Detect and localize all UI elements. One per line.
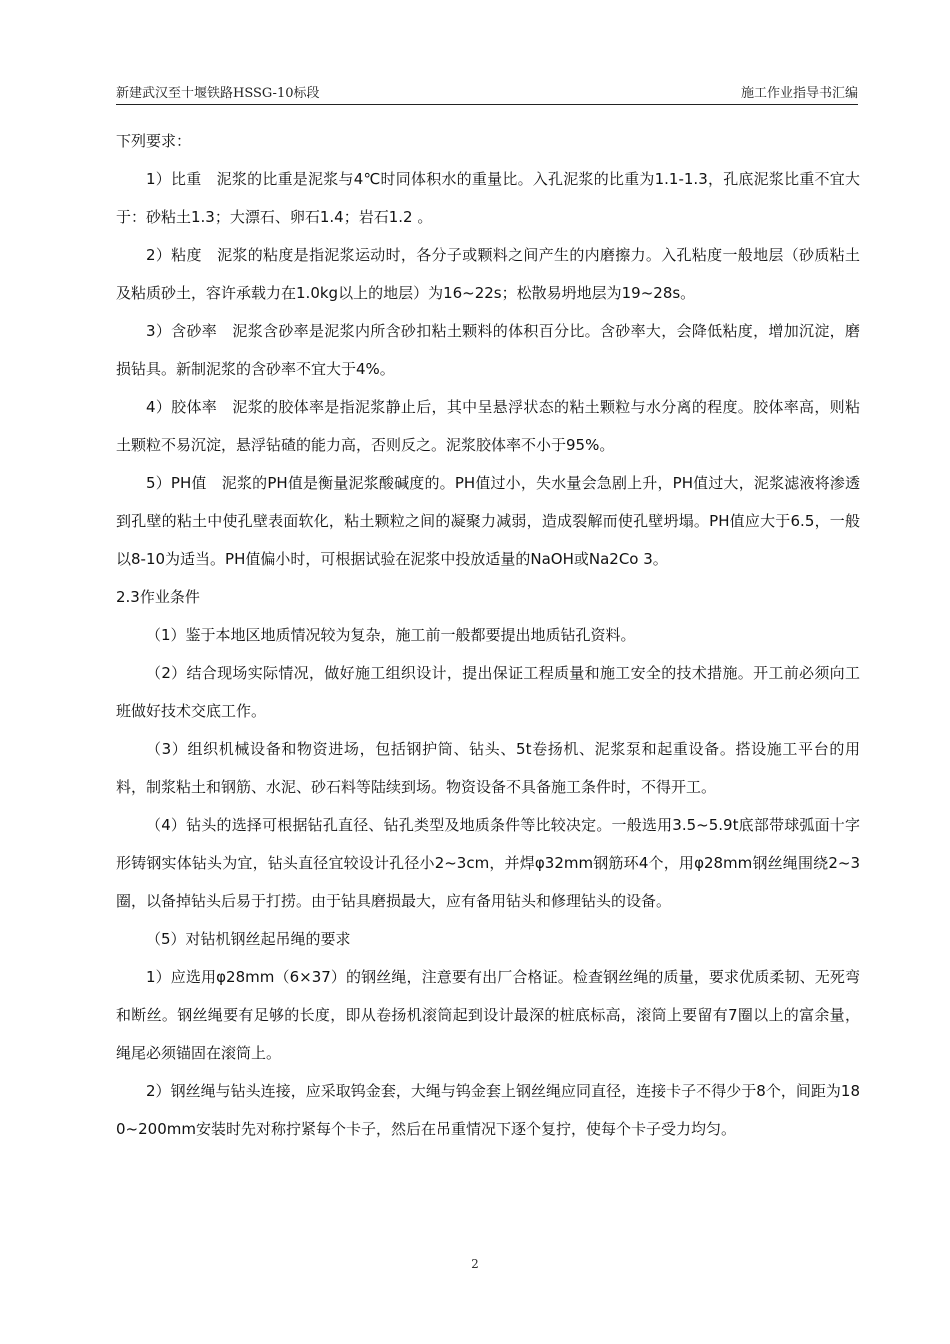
paragraph-specific-gravity: 1）比重 泥浆的比重是泥浆与4℃时同体积水的重量比。入孔泥浆的比重为1.1-1.3，孔底泥浆比重不宜大于：砂粘土1.3；大漂石、卵石1.4；岩石1.2 。 xyxy=(116,170,860,226)
header-document-title: 施工作业指导书汇编 xyxy=(740,86,858,101)
paragraph-sand-content: 3）含砂率 泥浆含砂率是泥浆内所含砂扣粘土颗料的体积百分比。含砂率大，会降低粘度，增加沉淀，磨损钻具。新制泥浆的含砂率不宜大于4%。 xyxy=(116,322,860,378)
document-body xyxy=(116,122,860,1148)
paragraph-viscosity: 2）粘度 泥浆的粘度是指泥浆运动时，各分子或颗料之间产生的内磨擦力。入孔粘度一般地层（砂质粘土及粘质砂土，容许承载力在1.0kg以上的地层）为16~22s；松散易坍地层为19~28s。 xyxy=(116,246,860,302)
paragraph-wire-rope-2: 2）钢丝绳与钻头连接，应采取钨金套，大绳与钨金套上钢丝绳应同直径，连接卡子不得少于8个，间距为180~200mm安装时先对称拧紧每个卡子，然后在吊重情况下逐个复拧，使每个卡子受力均匀。 xyxy=(116,1082,860,1138)
page-header xyxy=(116,78,858,105)
paragraph-wire-rope-1: 1）应选用φ28mm（6×37）的钢丝绳，注意要有出厂合格证。检查钢丝绳的质量，要求优质柔韧、无死弯和断丝。钢丝绳要有足够的长度，即从卷扬机滚筒起到设计最深的桩底标高，滚筒上要留有7圈以上的富余量，绳尾必须锚固在滚筒上。 xyxy=(116,968,860,1062)
paragraph-intro: 下列要求： xyxy=(116,132,192,150)
paragraph-condition-1: （1）鉴于本地区地质情况较为复杂，施工前一般都要提出地质钻孔资料。 xyxy=(146,626,636,644)
paragraph-condition-2: （2）结合现场实际情况，做好施工组织设计，提出保证工程质量和施工安全的技术措施。开工前必须向工班做好技术交底工作。 xyxy=(116,664,860,720)
paragraph-condition-4: （4）钻头的选择可根据钻孔直径、钻孔类型及地质条件等比较决定。一般选用3.5~5.9t底部带球弧面十字形铸钢实体钻头为宜，钻头直径宜较设计孔径小2~3cm，并焊φ32mm钢筋环4个，用φ28mm钢丝绳围绕2~3圈，以备掉钻头后易于打捞。由于钻具磨损最大，应有备用钻头和修理钻头的设备。 xyxy=(116,816,860,910)
paragraph-condition-5: （5）对钻机钢丝起吊绳的要求 xyxy=(146,930,351,948)
header-project-title: 新建武汉至十堰铁路HSSG-10标段 xyxy=(116,86,320,101)
section-heading-work-conditions: 2.3作业条件 xyxy=(116,588,200,606)
paragraph-condition-3: （3）组织机械设备和物资进场，包括钢护筒、钻头、5t卷扬机、泥浆泵和起重设备。搭设施工平台的用料，制浆粘土和钢筋、水泥、砂石料等陆续到场。物资设备不具备施工条件时，不得开工。 xyxy=(116,740,860,796)
paragraph-ph-value: 5）PH值 泥浆的PH值是衡量泥浆酸碱度的。PH值过小，失水量会急剧上升，PH值过大，泥浆滤液将渗透到孔壁的粘土中使孔壁表面软化，粘土颗粒之间的凝聚力减弱，造成裂解而使孔壁坍塌。PH值应大于6.5，一般以8-10为适当。PH值偏小时，可根据试验在泥浆中投放适量的NaOH或Na2Co 3。 xyxy=(116,474,860,568)
page-number: 2 xyxy=(471,1257,479,1271)
paragraph-colloid-rate: 4）胶体率 泥浆的胶体率是指泥浆静止后，其中呈悬浮状态的粘土颗粒与水分离的程度。胶体率高，则粘土颗粒不易沉淀，悬浮钻碴的能力高，否则反之。泥浆胶体率不小于95%。 xyxy=(116,398,860,454)
